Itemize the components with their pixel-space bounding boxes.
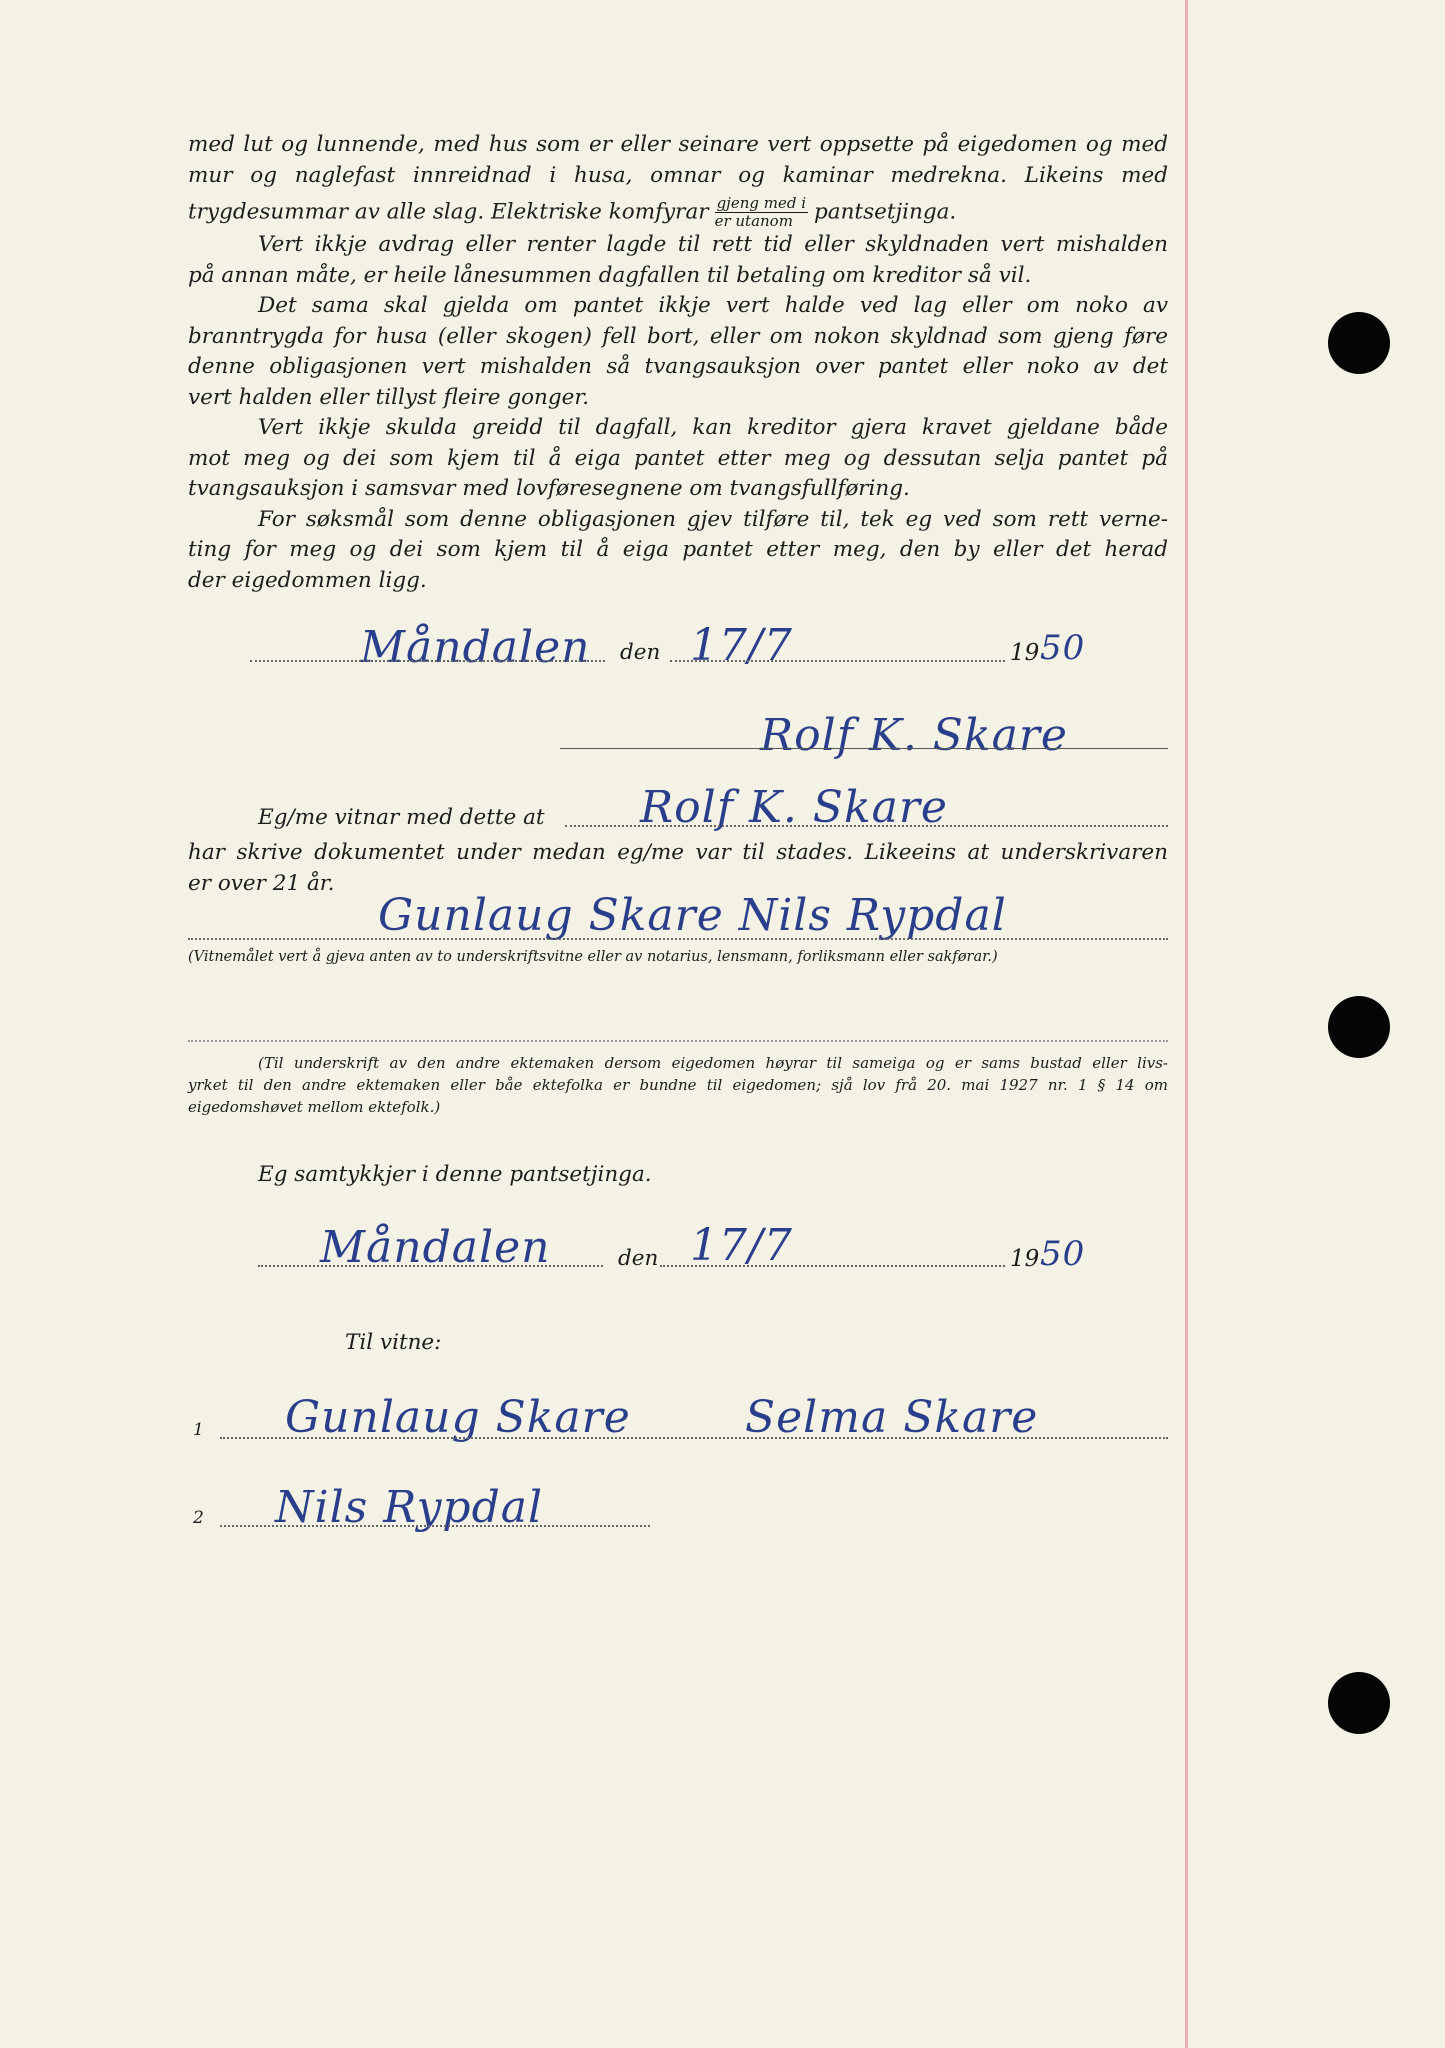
date-line xyxy=(670,660,1005,662)
text-line: er over 21 år. xyxy=(188,870,335,896)
text-line: Vert ikkje avdrag eller renter lagde til rett tid eller skyldnaden vert mishalden xyxy=(258,232,1168,257)
text-line: branntrygda for husa (eller skogen) fell bort, eller om nokon skyldnad som gjeng føre xyxy=(188,323,1168,349)
place-line xyxy=(250,660,605,662)
witnessed-name: Rolf K. Skare xyxy=(640,782,948,833)
spouse-note xyxy=(188,1052,1168,1118)
year-prefix: 19 xyxy=(1010,1246,1040,1272)
witness-signature: Gunlaug Skare xyxy=(285,1392,631,1443)
text-line: mur og naglefast innreidnad i husa, omnar og kaminar medrekna. Likeins med xyxy=(188,162,1168,188)
handwritten-date: 17/7 xyxy=(690,620,793,671)
text-line: mot meg og dei som kjem til å eiga pantet etter meg og dessutan selja pantet på xyxy=(188,445,1168,471)
witness-heading: Til vitne: xyxy=(345,1330,442,1355)
text-line: med lut og lunnende, med hus som er eller seinare vert oppsette på eigedomen og med xyxy=(188,132,1168,157)
mortgage-terms xyxy=(188,130,1168,596)
witness-note xyxy=(188,946,1168,968)
fraction-bottom: er utanom xyxy=(714,212,793,230)
witness-signature: Nils Rypdal xyxy=(275,1482,544,1533)
date-line xyxy=(660,1265,1005,1267)
witness-signatures: Gunlaug Skare Nils Rypdal xyxy=(378,890,1007,941)
witness-line xyxy=(188,938,1168,940)
text-line: Vert ikkje skulda greidd til dagfall, kan kreditor gjera kravet gjeldane både xyxy=(258,415,1168,440)
punch-hole xyxy=(1328,1672,1390,1734)
den-label: den xyxy=(620,640,661,665)
punch-hole xyxy=(1328,996,1390,1058)
den-label: den xyxy=(618,1246,659,1271)
margin-rule xyxy=(1185,0,1188,2048)
note-line: (Til underskrift av den andre ektemaken dersom eigedomen høyrar til sameiga og er sams bustad eller livs- xyxy=(258,1054,1168,1072)
text-line: denne obligasjonen vert mishalden så tvangsauksjon over pantet eller noko av det xyxy=(188,354,1168,379)
handwritten-place: Måndalen xyxy=(360,622,591,673)
note-line: yrket til den andre ektemaken eller båe ektefolka er bundne til eigedomen; sjå lov frå 20. mai 1927 nr. 1 § 14 om xyxy=(188,1076,1168,1094)
note-line: eigedomshøvet mellom ektefolk.) xyxy=(188,1098,441,1116)
text-line: der eigedommen ligg. xyxy=(188,567,427,593)
text-fragment: trygdesummar av alle slag. Elektriske komfyrar xyxy=(188,199,709,225)
name-line xyxy=(565,825,1168,827)
year-prefix: 19 xyxy=(1010,640,1040,666)
witness-number: 1 xyxy=(193,1420,204,1440)
fraction-top: gjeng med i xyxy=(716,194,806,212)
text-line: Det sama skal gjelda om pantet ikkje vert halde ved lag eller om noko av xyxy=(258,293,1168,318)
handwritten-year: 50 xyxy=(1040,1234,1086,1274)
text-line: For søksmål som denne obligasjonen gjev tilføre til, tek eg ved som rett verne- xyxy=(258,506,1168,532)
witness-line xyxy=(220,1437,1168,1439)
text-line: har skrive dokumentet under medan eg/me var til stades. Likeeins at underskrivaren xyxy=(188,840,1168,865)
text-line: på annan måte, er heile lånesummen dagfallen til betaling om kreditor så vil. xyxy=(188,262,1032,288)
handwritten-year: 50 xyxy=(1040,628,1086,668)
text-line: vert halden eller tillyst fleire gonger. xyxy=(188,384,590,410)
spouse-signature-line xyxy=(188,1040,1168,1042)
text-line: ting for meg og dei som kjem til å eiga pantet etter meg, den by eller det herad xyxy=(188,537,1168,562)
witness-number: 2 xyxy=(193,1508,204,1528)
debtor-signature: Rolf K. Skare xyxy=(760,710,1068,761)
signature-line xyxy=(560,748,1168,749)
handwritten-date: 17/7 xyxy=(690,1220,793,1271)
witness-intro: Eg/me vitnar med dette at xyxy=(258,805,545,830)
text-line: tvangsauksjon i samsvar med lovføresegnene om tvangsfullføring. xyxy=(188,476,910,501)
note-text: (Vitnemålet vert å gjeva anten av to underskriftsvitne eller av notarius, lensmann, forliksmann eller sakførar.) xyxy=(188,949,998,965)
spouse-signature: Selma Skare xyxy=(745,1392,1039,1443)
consent-text: Eg samtykkjer i denne pantsetjinga. xyxy=(258,1162,652,1187)
place-line xyxy=(258,1265,603,1267)
text-fragment: pantsetjinga. xyxy=(814,199,957,225)
text-line xyxy=(188,195,1168,230)
witness-line xyxy=(220,1525,650,1527)
handwritten-place: Måndalen xyxy=(320,1222,551,1273)
punch-hole xyxy=(1328,312,1390,374)
option-fraction xyxy=(715,195,808,230)
